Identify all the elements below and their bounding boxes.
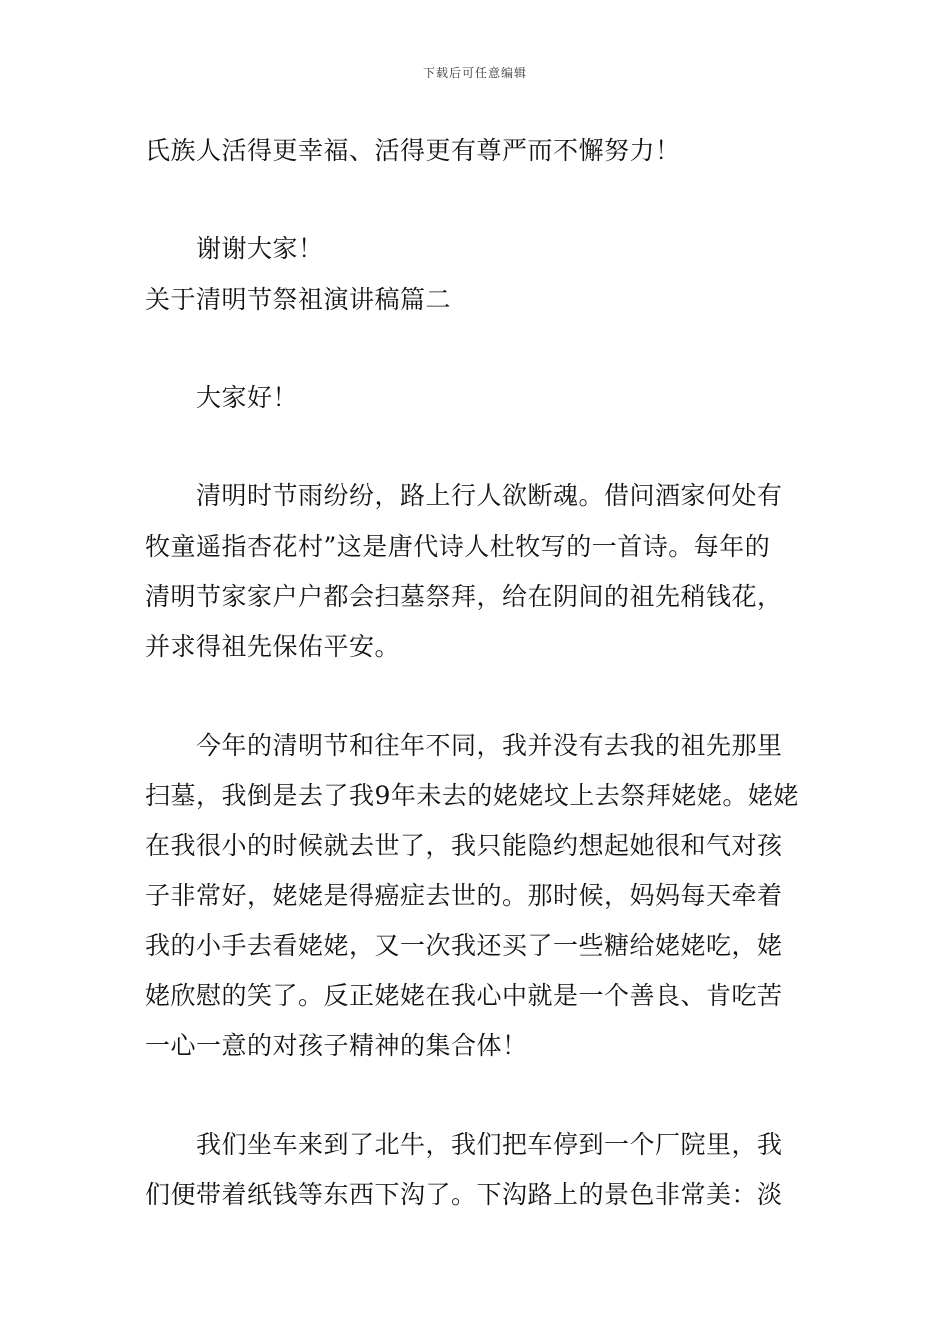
paragraph-line: 牧童遥指杏花村”这是唐代诗人杜牧写的一首诗。每年的 bbox=[145, 532, 771, 561]
paragraph-line: 谢谢大家！ bbox=[196, 234, 324, 263]
paragraph-line: 子非常好，姥姥是得癌症去世的。那时候，妈妈每天牵着 bbox=[145, 881, 783, 910]
paragraph-line: 我们坐车来到了北牛，我们把车停到一个厂院里，我 bbox=[196, 1130, 783, 1159]
paragraph-line: 们便带着纸钱等东西下沟了。下沟路上的景色非常美：淡 bbox=[145, 1180, 783, 1209]
paragraph-line: 扫墓，我倒是去了我9年未去的姥姥坟上去祭拜姥姥。姥姥 bbox=[145, 781, 799, 810]
paragraph-line: 一心一意的对孩子精神的集合体！ bbox=[145, 1031, 528, 1060]
paragraph-line: 并求得祖先保佑平安。 bbox=[145, 632, 401, 661]
paragraph-line: 姥欣慰的笑了。反正姥姥在我心中就是一个善良、肯吃苦 bbox=[145, 981, 783, 1010]
paragraph-line: 大家好！ bbox=[196, 383, 299, 412]
paragraph-line: 我的小手去看姥姥，又一次我还买了一些糖给姥姥吃，姥 bbox=[145, 931, 783, 960]
paragraph-line: 在我很小的时候就去世了，我只能隐约想起她很和气对孩 bbox=[145, 831, 783, 860]
paragraph-line: 清明时节雨纷纷，路上行人欲断魂。借问酒家何处有 bbox=[196, 481, 783, 510]
page-header: 下载后可任意编辑 bbox=[422, 66, 527, 80]
paragraph-line: 今年的清明节和往年不同，我并没有去我的祖先那里 bbox=[196, 731, 783, 760]
paragraph-line: 清明节家家户户都会扫墓祭拜，给在阴间的祖先稍钱花， bbox=[145, 582, 783, 611]
section-heading: 关于清明节祭祖演讲稿篇二 bbox=[145, 285, 452, 314]
paragraph-line: 氏族人活得更幸福、活得更有尊严而不懈努力！ bbox=[145, 136, 681, 165]
